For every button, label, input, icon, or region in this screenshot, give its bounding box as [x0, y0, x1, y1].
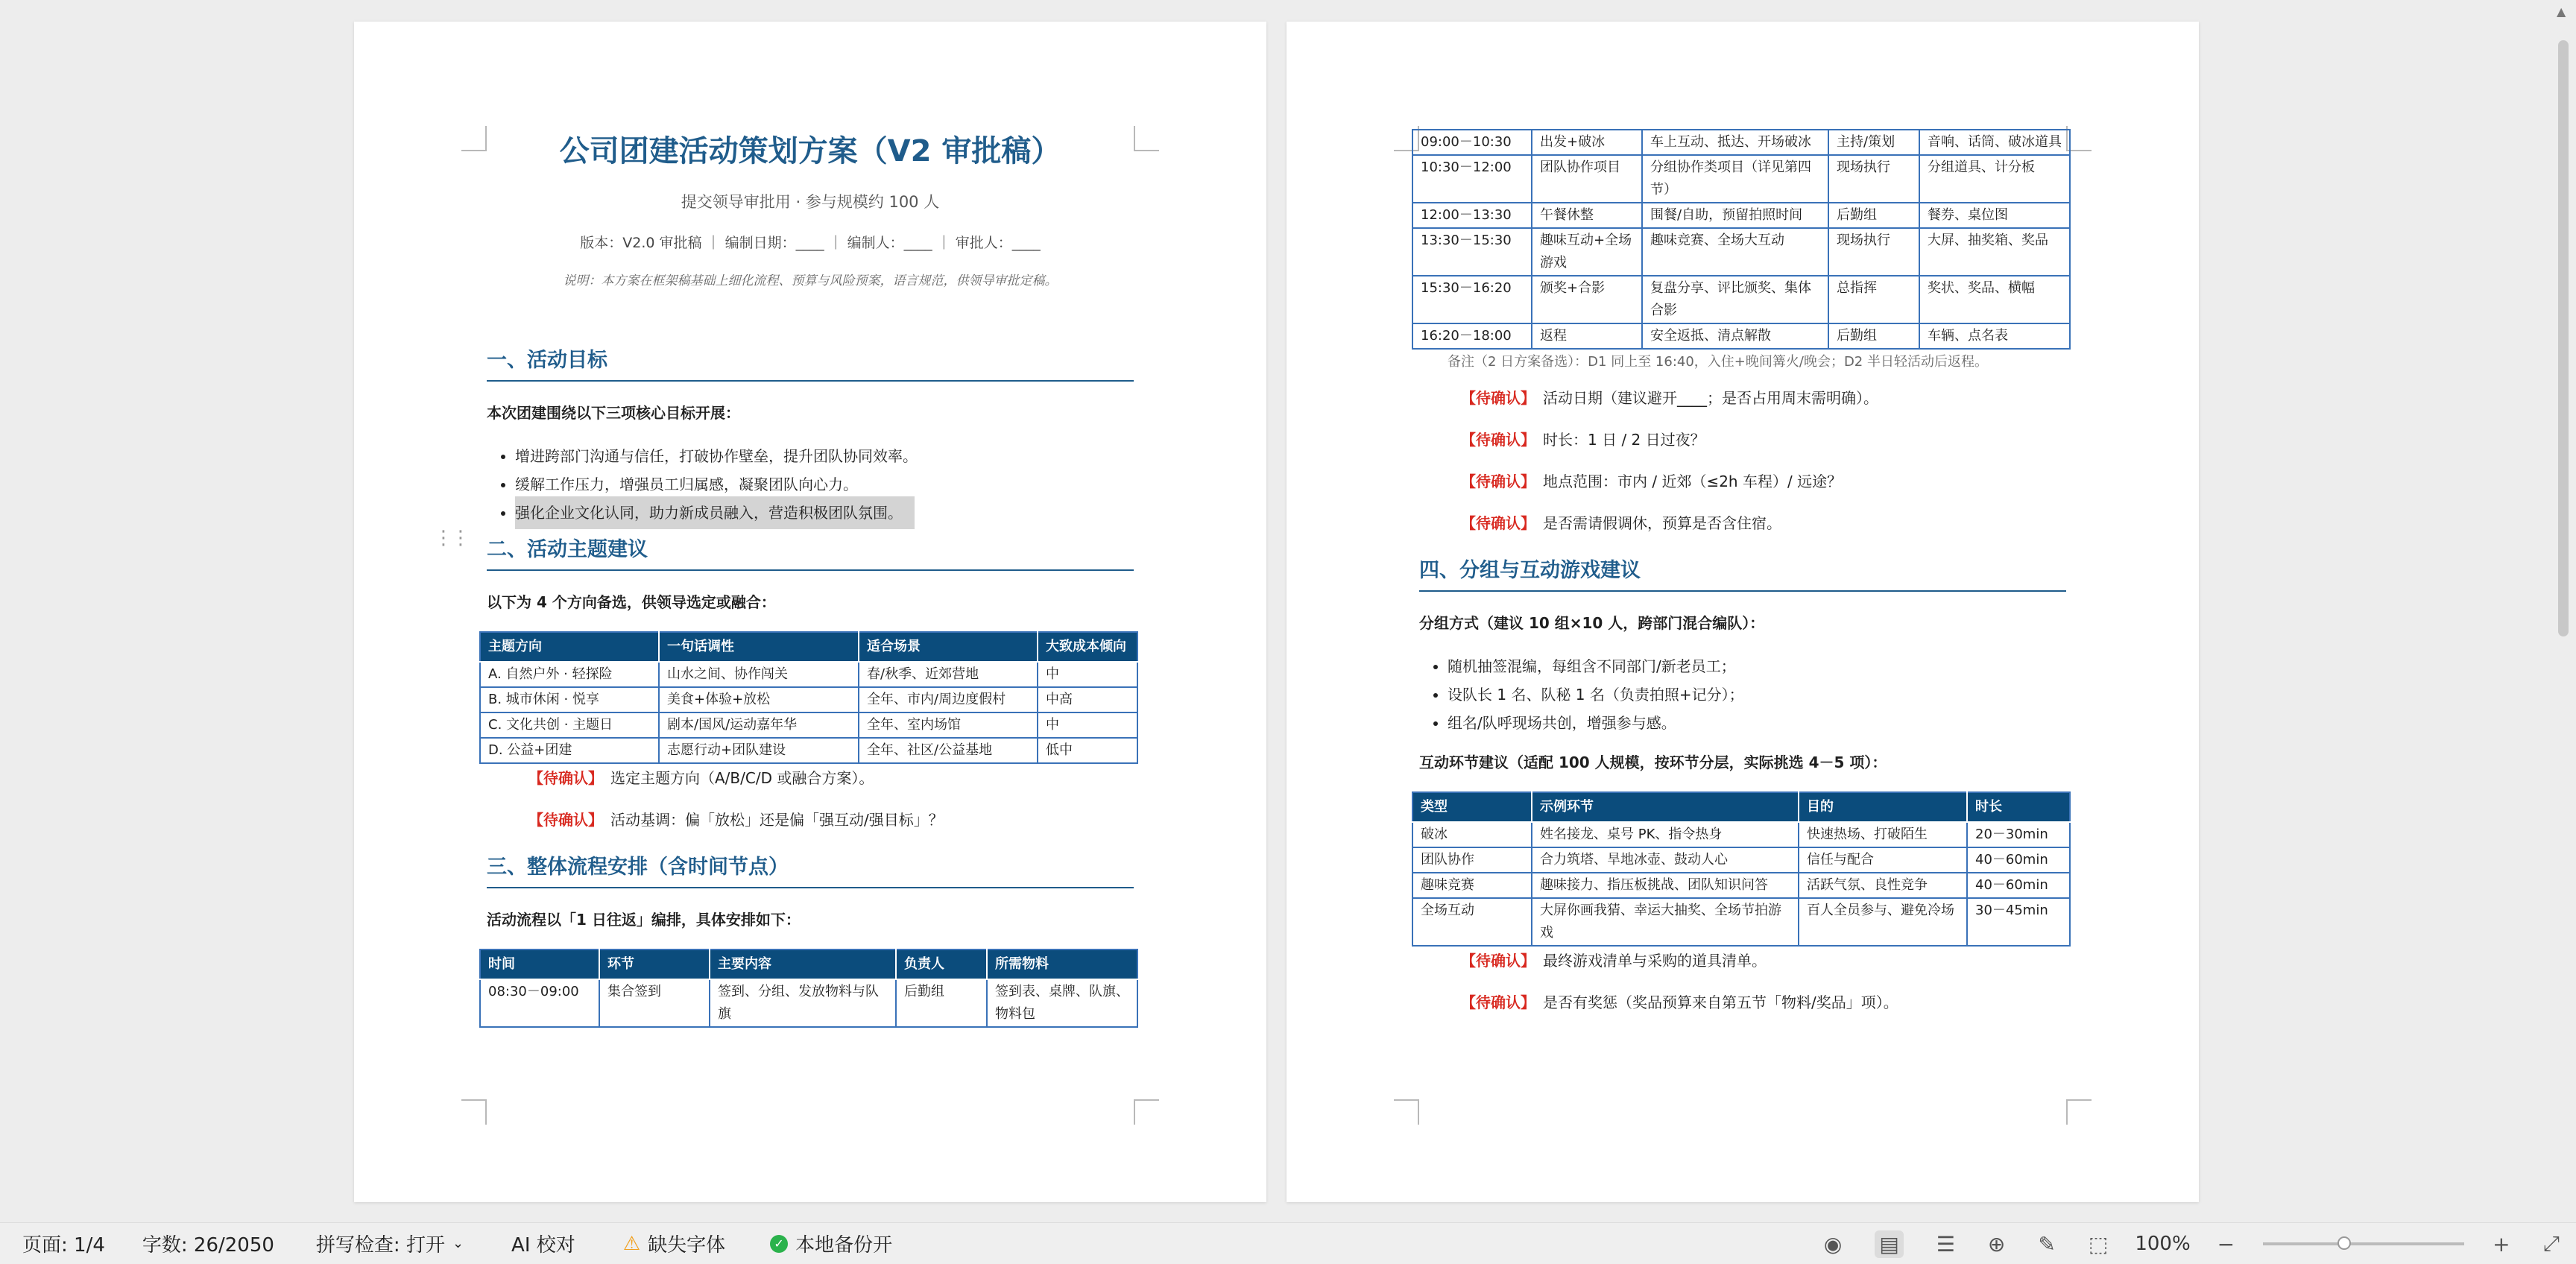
table-row — [1412, 155, 2070, 203]
table-row — [480, 712, 1137, 738]
confirm-text: 是否有奖惩（奖品预算来自第五节「物料/奖品」项）。 — [1543, 993, 1898, 1011]
zoom-in-icon[interactable]: + — [2493, 1231, 2510, 1257]
table-cell: 签到、分组、发放物料与队旗 — [710, 979, 896, 1027]
confirm-text: 是否需请假调休，预算是否含住宿。 — [1543, 514, 1781, 532]
table-row — [1412, 873, 2070, 898]
table-row — [1412, 822, 2070, 847]
table-cell: 车上互动、抵达、开场破冰 — [1642, 130, 1828, 155]
vertical-scrollbar[interactable] — [2558, 40, 2569, 636]
table-cell: 签到表、桌牌、队旗、物料包 — [987, 979, 1137, 1027]
table-cell: 活跃气氛、良性竞争 — [1799, 873, 1967, 898]
chevron-down-icon: ⌄ — [452, 1236, 464, 1251]
document-note: 说明：本方案在框架稿基础上细化流程、预算与风险预案，语言规范，供领导审批定稿。 — [563, 274, 1058, 288]
crop-mark — [1394, 1099, 1419, 1125]
table-cell: 大屏、抽奖箱、奖品 — [1919, 228, 2070, 276]
table-cell: 40－60min — [1967, 847, 2070, 873]
table-cell: 中高 — [1038, 687, 1137, 712]
table-cell: C. 文化共创 · 主题日 — [480, 712, 659, 738]
confirm-tag: 【待确认】 — [528, 811, 603, 829]
confirm-text: 地点范围：市内 / 近郊（≤2h 车程）/ 远途？ — [1543, 473, 1843, 490]
list-item: • 增进跨部门沟通与信任，打破协作壁垒，提升团队协同效率。 — [515, 442, 1134, 470]
section-lead: 互动环节建议（适配 100 人规模，按环节分层，实际挑选 4－5 项）： — [1419, 753, 1887, 771]
list-item-selected[interactable] — [515, 499, 1134, 527]
confirm-item — [1461, 387, 2066, 409]
table-cell: 团队协作 — [1412, 847, 1532, 873]
table-cell: 13:30－15:30 — [1412, 228, 1532, 276]
section-lead: 活动流程以「1 日往返」编排，具体安排如下： — [487, 911, 801, 929]
table-row — [1412, 203, 2070, 228]
table-cell: 合力筑塔、旱地冰壶、鼓动人心 — [1532, 847, 1799, 873]
confirm-item — [1461, 470, 2066, 493]
zoom-slider[interactable] — [2263, 1242, 2464, 1245]
table-cell: 分组协作类项目（详见第四节） — [1642, 155, 1828, 203]
table-cell: 后勤组 — [896, 979, 987, 1027]
table-row — [1412, 228, 2070, 276]
table-cell: 奖状、奖品、横幅 — [1919, 276, 2070, 323]
list-item: • 缓解工作压力，增强员工归属感，凝聚团队向心力。 — [515, 470, 1134, 499]
table-cell: 趣味接力、指压板挑战、团队知识问答 — [1532, 873, 1799, 898]
ai-proofread-button[interactable]: AI 校对 — [511, 1234, 575, 1257]
crop-mark — [1134, 1099, 1159, 1125]
table-cell: 百人全员参与、避免冷场 — [1799, 898, 1967, 946]
section-lead: 本次团建围绕以下三项核心目标开展： — [487, 404, 740, 422]
table-cell: 10:30－12:00 — [1412, 155, 1532, 203]
list-item: • 设队长 1 名、队秘 1 名（负责拍照+记分）； — [1448, 680, 2066, 709]
drag-handle-icon[interactable]: ⋮⋮ — [434, 527, 468, 549]
confirm-tag: 【待确认】 — [1461, 993, 1535, 1011]
table-cell: 快速热场、打破陌生 — [1799, 822, 1967, 847]
table-row — [1412, 276, 2070, 323]
table-cell: D. 公益+团建 — [480, 738, 659, 763]
schedule-table-continued — [1412, 129, 2071, 350]
warning-icon: ⚠ — [622, 1232, 641, 1255]
table-header: 示例环节 — [1532, 792, 1799, 822]
table-header: 负责人 — [896, 949, 987, 979]
table-cell: 12:00－13:30 — [1412, 203, 1532, 228]
table-cell: 趣味竞赛 — [1412, 873, 1532, 898]
table-cell: 中 — [1038, 712, 1137, 738]
scroll-up-icon[interactable]: ▲ — [2557, 4, 2566, 19]
table-cell: 团队协作项目 — [1532, 155, 1642, 203]
list-item: • 随机抽签混编，每组含不同部门/新老员工； — [1448, 652, 2066, 680]
table-cell: 围餐/自助，预留拍照时间 — [1642, 203, 1828, 228]
confirm-item — [528, 809, 1134, 831]
table-cell: 全年、市内/周边度假村 — [859, 687, 1038, 712]
table-cell: 集合签到 — [599, 979, 710, 1027]
table-header: 时间 — [480, 949, 599, 979]
confirm-text: 最终游戏清单与采购的道具清单。 — [1543, 952, 1767, 970]
table-cell: 09:00－10:30 — [1412, 130, 1532, 155]
table-cell: 午餐休整 — [1532, 203, 1642, 228]
section-heading-goals: 一、活动目标 — [487, 344, 1134, 382]
confirm-text: 活动日期（建议避开____；是否占用周末需明确）。 — [1543, 389, 1878, 407]
confirm-item — [1461, 512, 2066, 534]
table-cell: 30－45min — [1967, 898, 2070, 946]
table-row — [1412, 130, 2070, 155]
schedule-note: 备注（2 日方案备选）：D1 同上至 16:40，入住+晚间篝火/晚会；D2 半日轻活动后返程。 — [1448, 354, 1988, 370]
table-header: 目的 — [1799, 792, 1967, 822]
table-cell: 后勤组 — [1828, 323, 1919, 349]
games-table — [1412, 791, 2071, 947]
table-header: 类型 — [1412, 792, 1532, 822]
table-cell: 全年、室内场馆 — [859, 712, 1038, 738]
check-circle-icon: ✓ — [770, 1235, 788, 1253]
table-cell: 大屏你画我猜、幸运大抽奖、全场节拍游戏 — [1532, 898, 1799, 946]
outline-view-icon[interactable]: ☰ — [1936, 1231, 1955, 1257]
page-view-icon[interactable]: ▤ — [1875, 1230, 1903, 1258]
table-cell: 姓名接龙、桌号 PK、指令热身 — [1532, 822, 1799, 847]
section-lead: 分组方式（建议 10 组×10 人，跨部门混合编队）： — [1419, 614, 1765, 632]
fullscreen-icon[interactable]: ⤢ — [2542, 1231, 2560, 1256]
table-cell: 08:30－09:00 — [480, 979, 599, 1027]
section-lead: 以下为 4 个方向备选，供领导选定或融合： — [487, 593, 776, 611]
table-cell: A. 自然户外 · 轻探险 — [480, 662, 659, 687]
zoom-level[interactable]: 100% — [2135, 1233, 2191, 1255]
table-cell: 春/秋季、近郊营地 — [859, 662, 1038, 687]
fit-page-icon[interactable]: ⬚ — [2088, 1231, 2109, 1257]
goal-list — [487, 442, 1134, 527]
document-meta: 版本：V2.0 审批稿 ｜ 编制日期：____ ｜ 编制人：____ ｜ 审批人：____ — [580, 235, 1041, 251]
table-row — [1412, 847, 2070, 873]
zoom-out-icon[interactable]: − — [2217, 1231, 2235, 1257]
table-cell: 40－60min — [1967, 873, 2070, 898]
section-heading-groups: 四、分组与互动游戏建议 — [1419, 554, 2066, 592]
table-header: 所需物料 — [987, 949, 1137, 979]
crop-mark — [2066, 1099, 2092, 1125]
table-cell: 破冰 — [1412, 822, 1532, 847]
crop-mark — [461, 1099, 487, 1125]
table-cell: 趣味竞赛、全场大互动 — [1642, 228, 1828, 276]
document-page-2 — [1287, 22, 2199, 1202]
confirm-text: 时长：1 日 / 2 日过夜？ — [1543, 431, 1705, 449]
crop-mark — [461, 126, 487, 151]
zoom-slider-knob[interactable] — [2337, 1236, 2351, 1250]
table-row — [1412, 323, 2070, 349]
table-header: 主要内容 — [710, 949, 896, 979]
table-cell: 后勤组 — [1828, 203, 1919, 228]
missing-font-label: 缺失字体 — [648, 1234, 726, 1257]
spell-check-toggle[interactable] — [316, 1230, 464, 1257]
table-cell: 16:20－18:00 — [1412, 323, 1532, 349]
edit-mode-icon[interactable]: ✎ — [2038, 1231, 2056, 1257]
table-cell: 低中 — [1038, 738, 1137, 763]
confirm-tag: 【待确认】 — [1461, 952, 1535, 970]
table-row — [480, 687, 1137, 712]
page-indicator[interactable]: 页面: 1/4 — [22, 1234, 105, 1257]
confirm-text: 活动基调：偏「放松」还是偏「强互动/强目标」？ — [610, 811, 944, 829]
table-cell: 颁奖+合影 — [1532, 276, 1642, 323]
group-list — [1419, 652, 2066, 737]
crop-mark — [1134, 126, 1159, 151]
table-cell: 安全返抵、清点解散 — [1642, 323, 1828, 349]
table-cell: 中 — [1038, 662, 1137, 687]
page-2-body[interactable] — [1419, 129, 2066, 1033]
confirm-tag: 【待确认】 — [1461, 514, 1535, 532]
table-cell: 复盘分享、评比颁奖、集体合影 — [1642, 276, 1828, 323]
word-count[interactable]: 字数: 26/2050 — [142, 1234, 274, 1257]
backup-label: 本地备份开 — [795, 1234, 893, 1257]
confirm-item — [1461, 429, 2066, 451]
confirm-tag: 【待确认】 — [1461, 473, 1535, 490]
backup-status[interactable] — [770, 1230, 892, 1257]
table-row — [480, 738, 1137, 763]
confirm-item — [1461, 991, 2066, 1014]
section-heading-theme: 二、活动主题建议 — [487, 533, 1134, 571]
table-cell: 主持/策划 — [1828, 130, 1919, 155]
table-cell: 返程 — [1532, 323, 1642, 349]
document-page-1 — [354, 22, 1266, 1202]
table-header: 大致成本倾向 — [1038, 632, 1137, 662]
spell-check-label: 拼写检查: 打开 — [315, 1234, 445, 1257]
table-cell: B. 城市休闲 · 悦享 — [480, 687, 659, 712]
list-item: • 组名/队呼现场共创，增强参与感。 — [1448, 709, 2066, 737]
table-cell: 餐券、桌位图 — [1919, 203, 2070, 228]
table-cell: 趣味互动+全场游戏 — [1532, 228, 1642, 276]
selected-text[interactable]: 强化企业文化认同，助力新成员融入，营造积极团队氛围。 — [515, 496, 915, 529]
confirm-tag: 【待确认】 — [1461, 389, 1535, 407]
table-cell: 信任与配合 — [1799, 847, 1967, 873]
table-header: 适合场景 — [859, 632, 1038, 662]
table-cell: 15:30－16:20 — [1412, 276, 1532, 323]
table-cell: 出发+破冰 — [1532, 130, 1642, 155]
confirm-text: 选定主题方向（A/B/C/D 或融合方案）。 — [610, 769, 874, 787]
table-row — [480, 979, 1137, 1027]
table-header: 主题方向 — [480, 632, 659, 662]
status-bar — [0, 1222, 2576, 1264]
table-cell: 志愿行动+团队建设 — [659, 738, 859, 763]
confirm-item — [1461, 949, 2066, 972]
table-cell: 剧本/国风/运动嘉年华 — [659, 712, 859, 738]
eye-icon[interactable]: ◉ — [1823, 1231, 1843, 1257]
web-view-icon[interactable]: ⊕ — [1987, 1231, 2006, 1257]
table-header: 环节 — [599, 949, 710, 979]
confirm-tag: 【待确认】 — [1461, 431, 1535, 449]
table-header: 时长 — [1967, 792, 2070, 822]
table-cell: 车辆、点名表 — [1919, 323, 2070, 349]
table-row — [1412, 898, 2070, 946]
table-cell: 分组道具、计分板 — [1919, 155, 2070, 203]
missing-font-button[interactable] — [623, 1230, 725, 1257]
document-title: 公司团建活动策划方案（V2 审批稿） — [559, 134, 1061, 168]
page-1-body[interactable] — [487, 132, 1134, 1028]
section-heading-schedule: 三、整体流程安排（含时间节点） — [487, 850, 1134, 888]
table-cell: 20－30min — [1967, 822, 2070, 847]
table-header: 一句话调性 — [659, 632, 859, 662]
table-cell: 山水之间、协作闯关 — [659, 662, 859, 687]
table-cell: 全年、社区/公益基地 — [859, 738, 1038, 763]
document-subtitle: 提交领导审批用 · 参与规模约 100 人 — [681, 193, 940, 211]
table-cell: 现场执行 — [1828, 155, 1919, 203]
table-cell: 现场执行 — [1828, 228, 1919, 276]
table-cell: 全场互动 — [1412, 898, 1532, 946]
confirm-item — [528, 767, 1134, 789]
table-cell: 美食+体验+放松 — [659, 687, 859, 712]
theme-table — [479, 631, 1138, 764]
table-cell: 音响、话筒、破冰道具 — [1919, 130, 2070, 155]
schedule-table — [479, 949, 1138, 1028]
table-row — [480, 662, 1137, 687]
table-cell: 总指挥 — [1828, 276, 1919, 323]
confirm-tag: 【待确认】 — [528, 769, 603, 787]
